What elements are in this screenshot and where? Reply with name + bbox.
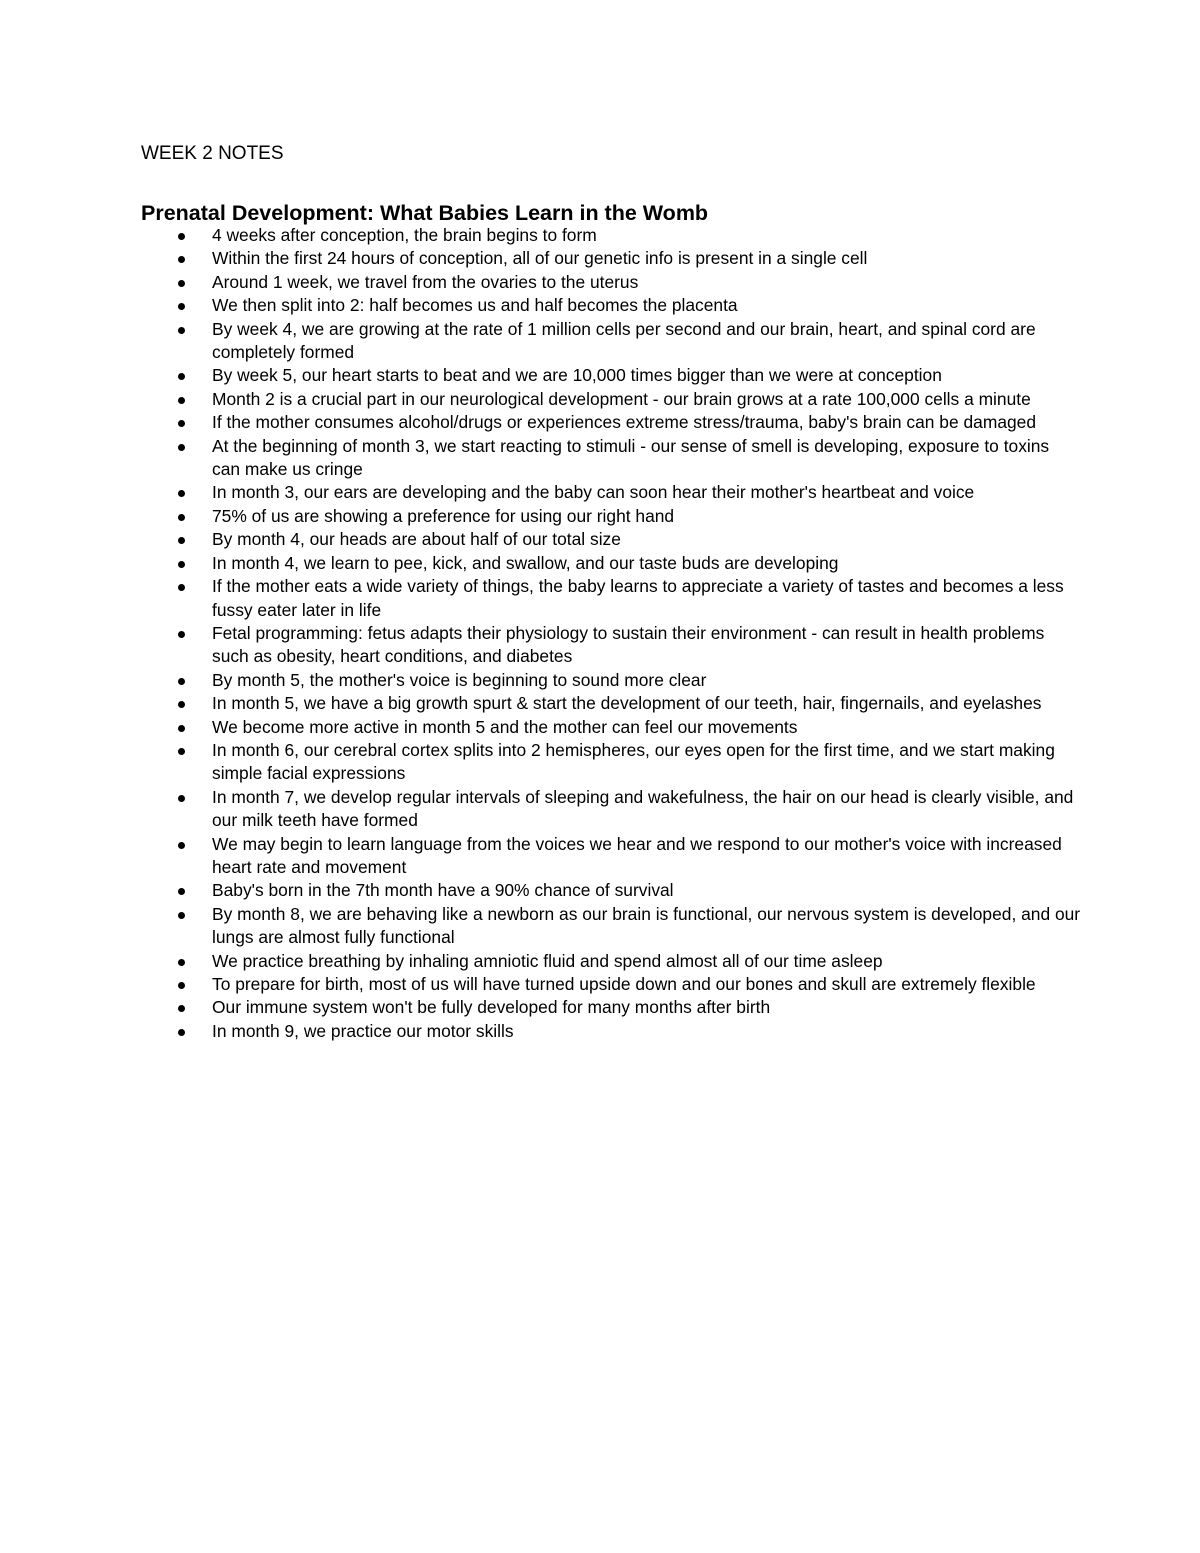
list-item-text: Baby's born in the 7th month have a 90% chance of survival xyxy=(212,880,674,901)
list-item xyxy=(141,528,1081,551)
list-item xyxy=(141,950,1081,973)
bullet-dot-icon xyxy=(178,912,185,919)
list-item xyxy=(141,786,1081,833)
list-item-text: We become more active in month 5 and the mother can feel our movements xyxy=(212,716,798,737)
list-item xyxy=(141,435,1081,482)
list-item xyxy=(141,973,1081,996)
list-item-text: To prepare for birth, most of us will have turned upside down and our bones and skull are extremely flexible xyxy=(212,974,1036,994)
list-item xyxy=(141,552,1081,575)
list-item xyxy=(141,224,1081,247)
list-item-text: 75% of us are showing a preference for using our right hand xyxy=(212,505,675,526)
bullet-dot-icon xyxy=(178,888,185,895)
bullet-dot-icon xyxy=(178,842,185,849)
list-item-text: By week 4, we are growing at the rate of 1 million cells per second and our brain, heart, and spinal cord are completely formed xyxy=(212,318,1036,363)
list-item-text: In month 5, we have a big growth spurt & start the development of our teeth, hair, fingernails, and eyelashes xyxy=(212,693,1042,714)
bullet-dot-icon xyxy=(178,748,185,755)
bullet-dot-icon xyxy=(178,982,185,989)
list-item xyxy=(141,294,1081,317)
list-item-text: In month 7, we develop regular intervals of sleeping and wakefulness, the hair on our head is clearly visible, and our milk teeth have formed xyxy=(212,786,1074,831)
list-item-text: We may begin to learn language from the voices we hear and we respond to our mother's voice with increased heart rate and movement xyxy=(212,833,1062,877)
list-item xyxy=(141,692,1081,715)
list-item xyxy=(141,575,1081,622)
list-item xyxy=(141,833,1081,880)
bullet-dot-icon xyxy=(178,490,185,497)
bullet-dot-icon xyxy=(178,303,185,310)
list-item xyxy=(141,1020,1081,1043)
bullet-dot-icon xyxy=(178,514,185,521)
bullet-dot-icon xyxy=(178,444,185,451)
bullet-dot-icon xyxy=(178,233,185,240)
list-item xyxy=(141,739,1081,786)
bullet-dot-icon xyxy=(178,631,185,638)
bullet-list xyxy=(141,224,1081,1043)
list-item-text: By month 5, the mother's voice is beginning to sound more clear xyxy=(212,669,707,690)
list-item-text: Fetal programming: fetus adapts their physiology to sustain their environment - can result in health problems such as obesity, heart conditions, and diabetes xyxy=(212,622,1045,667)
bullet-dot-icon xyxy=(178,725,185,732)
bullet-dot-icon xyxy=(178,678,185,685)
list-item xyxy=(141,271,1081,294)
bullet-dot-icon xyxy=(178,327,185,334)
bullet-dot-icon xyxy=(178,795,185,802)
list-item-text: Month 2 is a crucial part in our neurological development - our brain grows at a rate 100,000 cells a minute xyxy=(212,388,1031,409)
list-item xyxy=(141,364,1081,387)
list-item xyxy=(141,505,1081,528)
list-item-text: At the beginning of month 3, we start reacting to stimuli - our sense of smell is developing, exposure to toxins can make us cringe xyxy=(212,435,1050,480)
list-item-text: By month 8, we are behaving like a newborn as our brain is functional, our nervous system is developed, and our lungs are almost fully functional xyxy=(212,903,1081,948)
bullet-dot-icon xyxy=(178,1029,185,1036)
list-item xyxy=(141,388,1081,411)
bullet-dot-icon xyxy=(178,397,185,404)
bullet-dot-icon xyxy=(178,373,185,380)
list-item-text: In month 4, we learn to pee, kick, and swallow, and our taste buds are developing xyxy=(212,552,839,573)
list-item-text: Our immune system won't be fully developed for many months after birth xyxy=(212,997,771,1018)
bullet-dot-icon xyxy=(178,256,185,263)
list-item xyxy=(141,247,1081,270)
list-item-text: If the mother consumes alcohol/drugs or experiences extreme stress/trauma, baby's brain can be damaged xyxy=(212,412,1037,433)
list-item-text: By month 4, our heads are about half of our total size xyxy=(212,529,621,550)
list-item xyxy=(141,411,1081,434)
list-item-text: 4 weeks after conception, the brain begins to form xyxy=(212,225,597,245)
list-item-text: Around 1 week, we travel from the ovaries to the uterus xyxy=(212,271,639,292)
bullet-dot-icon xyxy=(178,584,185,591)
list-item-text: By week 5, our heart starts to beat and we are 10,000 times bigger than we were at conception xyxy=(212,365,942,386)
bullet-dot-icon xyxy=(178,537,185,544)
list-item xyxy=(141,879,1081,902)
bullet-dot-icon xyxy=(178,701,185,708)
list-item xyxy=(141,903,1081,950)
list-item xyxy=(141,318,1081,365)
list-item xyxy=(141,481,1081,504)
bullet-dot-icon xyxy=(178,280,185,287)
list-item-text: In month 9, we practice our motor skills xyxy=(212,1020,514,1041)
bullet-dot-icon xyxy=(178,561,185,568)
bullet-dot-icon xyxy=(178,959,185,966)
list-item-text: Within the first 24 hours of conception, all of our genetic info is present in a single cell xyxy=(212,248,868,269)
list-item xyxy=(141,622,1081,669)
list-item-text: If the mother eats a wide variety of things, the baby learns to appreciate a variety of tastes and becomes a less fussy eater later in life xyxy=(212,576,1064,620)
document-heading: Prenatal Development: What Babies Learn in the Womb xyxy=(141,201,709,225)
list-item-text: We practice breathing by inhaling amniotic fluid and spend almost all of our time asleep xyxy=(212,950,883,971)
list-item-text: In month 3, our ears are developing and the baby can soon hear their mother's heartbeat and voice xyxy=(212,482,975,503)
list-item-text: In month 6, our cerebral cortex splits into 2 hemispheres, our eyes open for the first time, and we start making simple facial expressions xyxy=(212,739,1055,784)
bullet-dot-icon xyxy=(178,1005,185,1012)
list-item-text: We then split into 2: half becomes us and half becomes the placenta xyxy=(212,295,738,316)
document-label: WEEK 2 NOTES xyxy=(141,143,284,164)
list-item xyxy=(141,716,1081,739)
list-item xyxy=(141,996,1081,1019)
bullet-dot-icon xyxy=(178,420,185,427)
list-item xyxy=(141,669,1081,692)
